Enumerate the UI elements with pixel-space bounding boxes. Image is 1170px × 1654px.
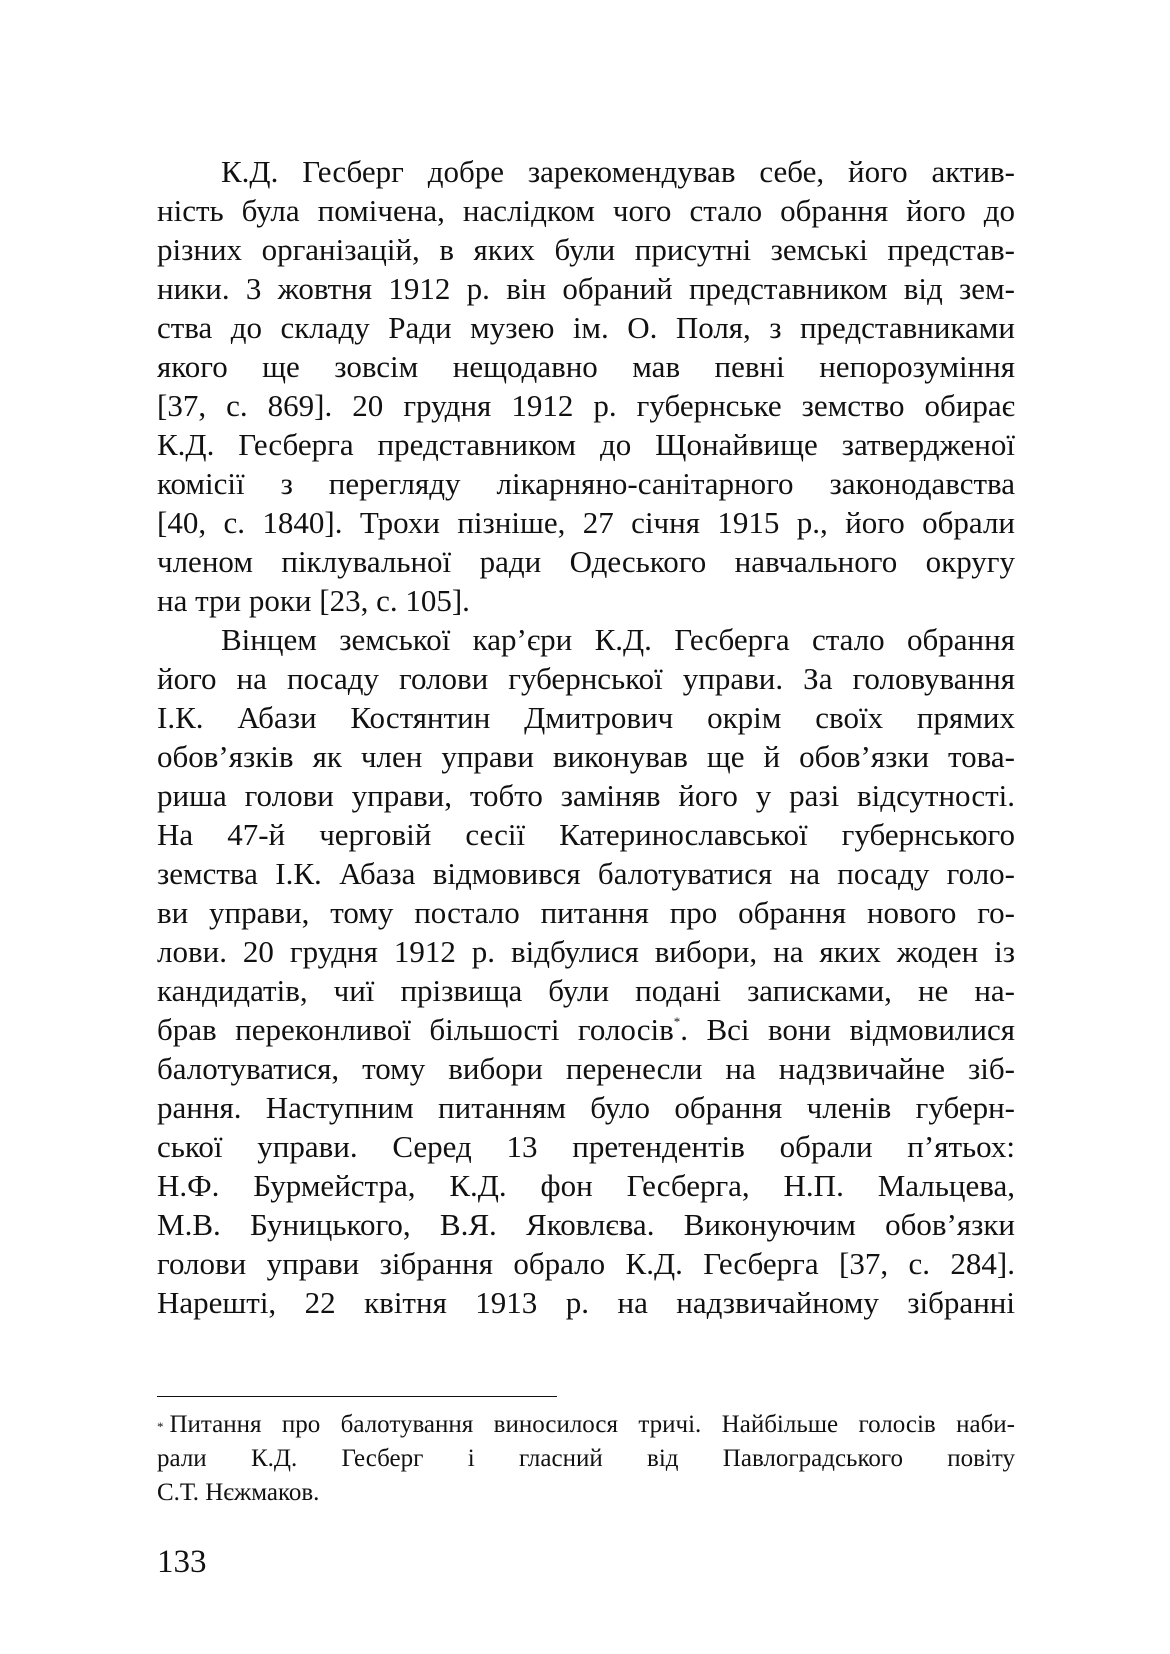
text-line: лови. 20 грудня 1912 р. відбулися вибори, на яких жоден із <box>157 934 1015 969</box>
text-line: риша голови управи, тобто заміняв його у разі відсутності. <box>157 778 1015 813</box>
text-line: балотуватися, тому вибори перенесли на надзвичайне зіб- <box>157 1051 1015 1086</box>
text-line: Нарешті, 22 квітня 1913 р. на надзвичайному зібранні <box>157 1285 1015 1320</box>
body-text <box>157 152 1015 1322</box>
paragraph-2 <box>157 620 1015 1322</box>
text-line: К.Д. Гесберг добре зарекомендував себе, його актив- <box>221 154 1015 189</box>
text-line: земства І.К. Абаза відмовився балотуватися на посаду голо- <box>157 856 1015 891</box>
text-line: М.В. Буницького, В.Я. Яковлєва. Виконуючим обов’язки <box>157 1207 1015 1242</box>
footnote <box>157 1408 1015 1510</box>
text-line: комісії з перегляду лікарняно-санітарного законодавства <box>157 466 1015 501</box>
text-segment: брав переконливої більшості голосів <box>157 1012 674 1047</box>
text-line: [40, с. 1840]. Трохи пізніше, 27 січня 1915 р., його обрали <box>157 505 1015 540</box>
text-line: різних організацій, в яких були присутні земські представ- <box>157 232 1015 267</box>
text-line: ства до складу Ради музею ім. О. Поля, з представниками <box>157 310 1015 345</box>
footnote-line: С.Т. Нєжмаков. <box>157 1479 320 1506</box>
text-line: Н.Ф. Бурмейстра, К.Д. фон Гесберга, Н.П. Мальцева, <box>157 1168 1015 1203</box>
text-segment: . Всі вони відмовилися <box>680 1012 1015 1047</box>
text-line: Вінцем земської кар’єри К.Д. Гесберга стало обрання <box>221 622 1015 657</box>
footnote-reference-mark: * <box>673 1014 681 1029</box>
text-line: [37, с. 869]. 20 грудня 1912 р. губернське земство обирає <box>157 388 1015 423</box>
footnote-symbol: * <box>157 1419 164 1434</box>
text-line: ники. 3 жовтня 1912 р. він обраний представником від зем- <box>157 271 1015 306</box>
text-segment: Питання про балотування виносилося тричі. Найбільше голосів наби- <box>169 1411 1015 1438</box>
footnote-divider <box>157 1396 557 1397</box>
paragraph-1 <box>157 152 1015 620</box>
text-line: ність була помічена, наслідком чого стало обрання його до <box>157 193 1015 228</box>
text-line: ви управи, тому постало питання про обрання нового го- <box>157 895 1015 930</box>
text-line: його на посаду голови губернської управи. За головування <box>157 661 1015 696</box>
text-line: обов’язків як член управи виконував ще й обов’язки това- <box>157 739 1015 774</box>
text-line-with-footnote <box>157 1010 1015 1049</box>
footnote-line <box>157 1408 1015 1442</box>
text-line: рання. Наступним питанням було обрання членів губерн- <box>157 1090 1015 1125</box>
page-number: 133 <box>157 1544 207 1580</box>
text-line: на три роки [23, с. 105]. <box>157 583 470 618</box>
text-line: На 47-й черговій сесії Катеринославської губернського <box>157 817 1015 852</box>
text-line: кандидатів, чиї прізвища були подані записками, не на- <box>157 973 1015 1008</box>
text-line: І.К. Абази Костянтин Дмитрович окрім своїх прямих <box>157 700 1015 735</box>
text-line: голови управи зібрання обрало К.Д. Гесберга [37, с. 284]. <box>157 1246 1015 1281</box>
text-line: К.Д. Гесберга представником до Щонайвище затвердженої <box>157 427 1015 462</box>
text-line: якого ще зовсім нещодавно мав певні непорозуміння <box>157 349 1015 384</box>
text-line: ської управи. Серед 13 претендентів обрали п’ятьох: <box>157 1129 1015 1164</box>
text-line: членом піклувальної ради Одеського навчального округу <box>157 544 1015 579</box>
footnote-line: рали К.Д. Гесберг і гласний від Павлоградського повіту <box>157 1445 1015 1472</box>
